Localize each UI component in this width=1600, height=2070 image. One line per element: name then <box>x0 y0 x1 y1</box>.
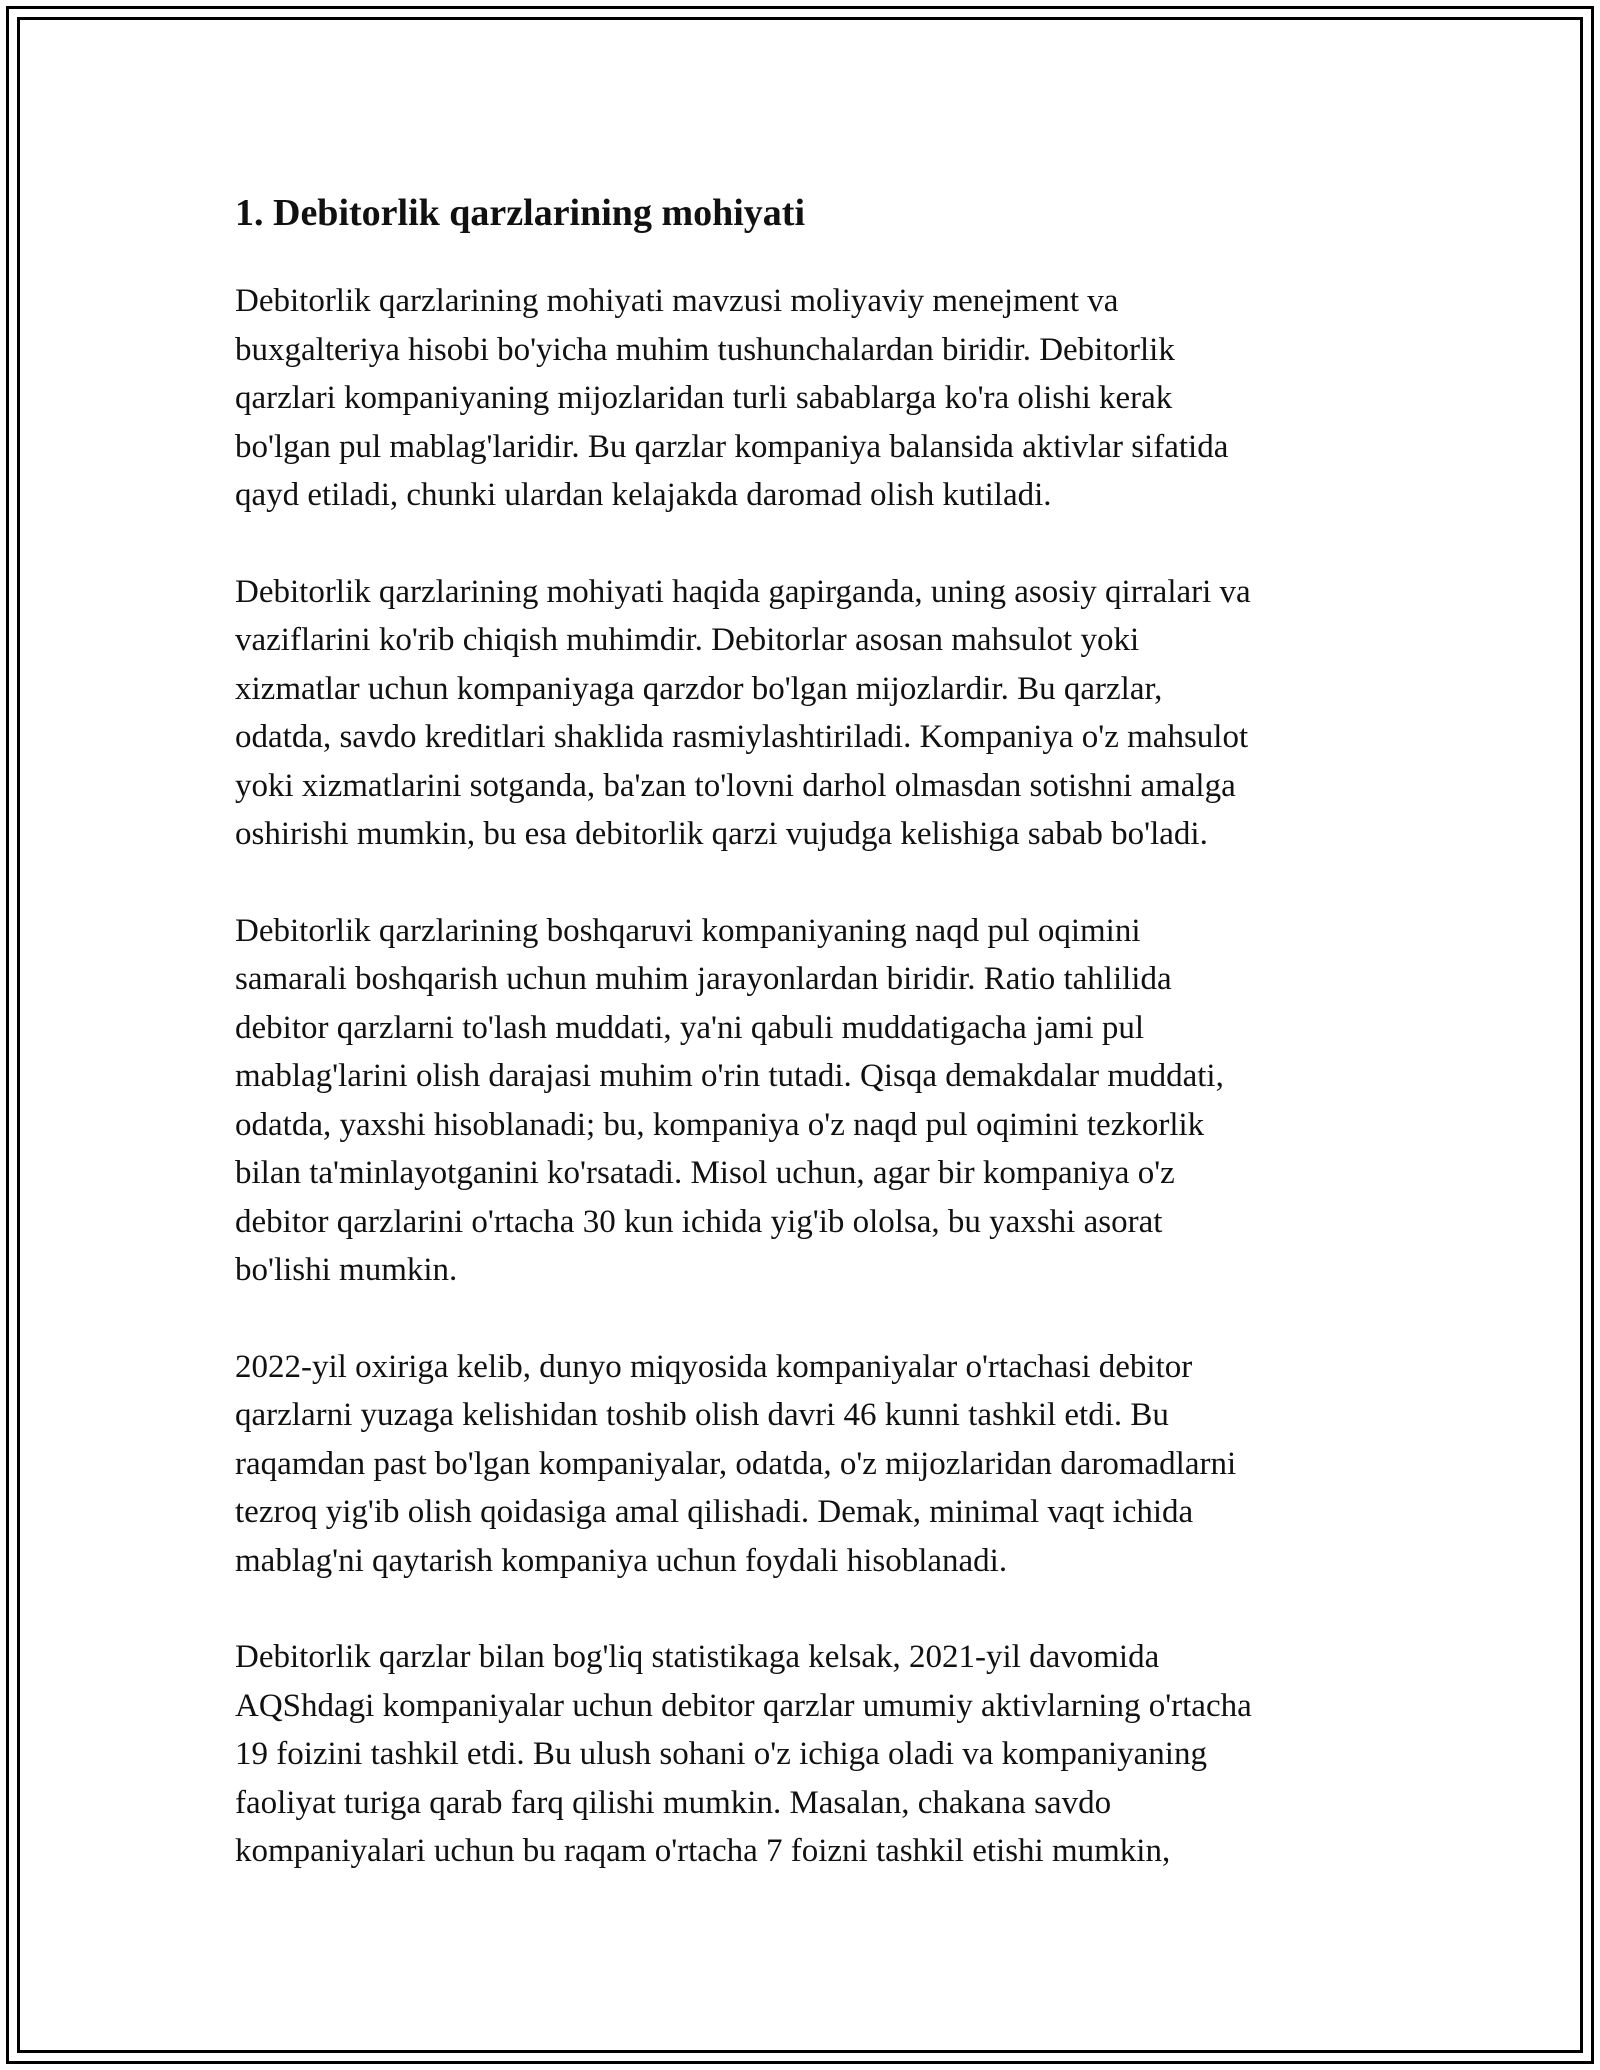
paragraph-3: Debitorlik qarzlarining boshqaruvi kompaniyaning naqd pul oqimini samarali boshqarish uchun muhim jarayonlardan biridir. Ratio tahlilida debitor qarzlarni to'lash muddati, ya'ni qabuli muddatigacha jami pul mablag'larini olish darajasi muhim o'rin tutadi. Qisqa demakdalar muddati, odatda, yaxshi hisoblanadi; bu, kompaniya o'z naqd pul oqimini tezkorlik bilan ta'minlayotganini ko'rsatadi. Misol uchun, agar bir kompaniya o'z debitor qarzlarini o'rtacha 30 kun ichida yig'ib ololsa, bu yaxshi asorat bo'lishi mumkin. <box>235 912 1224 1288</box>
paragraph-2: Debitorlik qarzlarining mohiyati haqida gapirganda, uning asosiy qirralari va vaziflarini ko'rib chiqish muhimdir. Debitorlar asosan mahsulot yoki xizmatlar uchun kompaniyaga qarzdor bo'lgan mijozlardir. Bu qarzlar, odatda, savdo kreditlari shaklida rasmiylashtiriladi. Kompaniya o'z mahsulot yoki xizmatlarini sotganda, ba'zan to'lovni darhol olmasdan sotishni amalga oshirishi mumkin, bu esa debitorlik qarzi vujudga kelishiga sabab bo'ladi. <box>235 573 1251 852</box>
paragraph-5: Debitorlik qarzlar bilan bog'liq statistikaga kelsak, 2021-yil davomida AQShdagi kompaniyalar uchun debitor qarzlar umumiy aktivlarning o'rtacha 19 foizini tashkil etdi. Bu ulush sohani o'z ichiga oladi va kompaniyaning faoliyat turiga qarab farq qilishi mumkin. Masalan, chakana savdo kompaniyalari uchun bu raqam o'rtacha 7 foizni tashkil etishi mumkin, <box>235 1639 1252 1869</box>
paragraph-1: Debitorlik qarzlarining mohiyati mavzusi moliyaviy menejment va buxgalteriya hisobi bo'yicha muhim tushunchalardan biridir. Debitorlik qarzlari kompaniyaning mijozlaridan turli sabablarga ko'ra olishi kerak bo'lgan pul mablag'laridir. Bu qarzlar kompaniya balansida aktivlar sifatida qayd etiladi, chunki ulardan kelajakda daromad olish kutiladi. <box>235 283 1229 513</box>
section-heading: 1. Debitorlik qarzlarining mohiyati <box>235 192 805 234</box>
paragraph-4: 2022-yil oxiriga kelib, dunyo miqyosida kompaniyalar o'rtachasi debitor qarzlarni yuzaga kelishidan toshib olish davri 46 kunni tashkil etdi. Bu raqamdan past bo'lgan kompaniyalar, odatda, o'z mijozlaridan daromadlarni tezroq yig'ib olish qoidasiga amal qilishadi. Demak, minimal vaqt ichida mablag'ni qaytarish kompaniya uchun foydali hisoblanadi. <box>235 1348 1237 1579</box>
document-body <box>235 185 1375 1876</box>
